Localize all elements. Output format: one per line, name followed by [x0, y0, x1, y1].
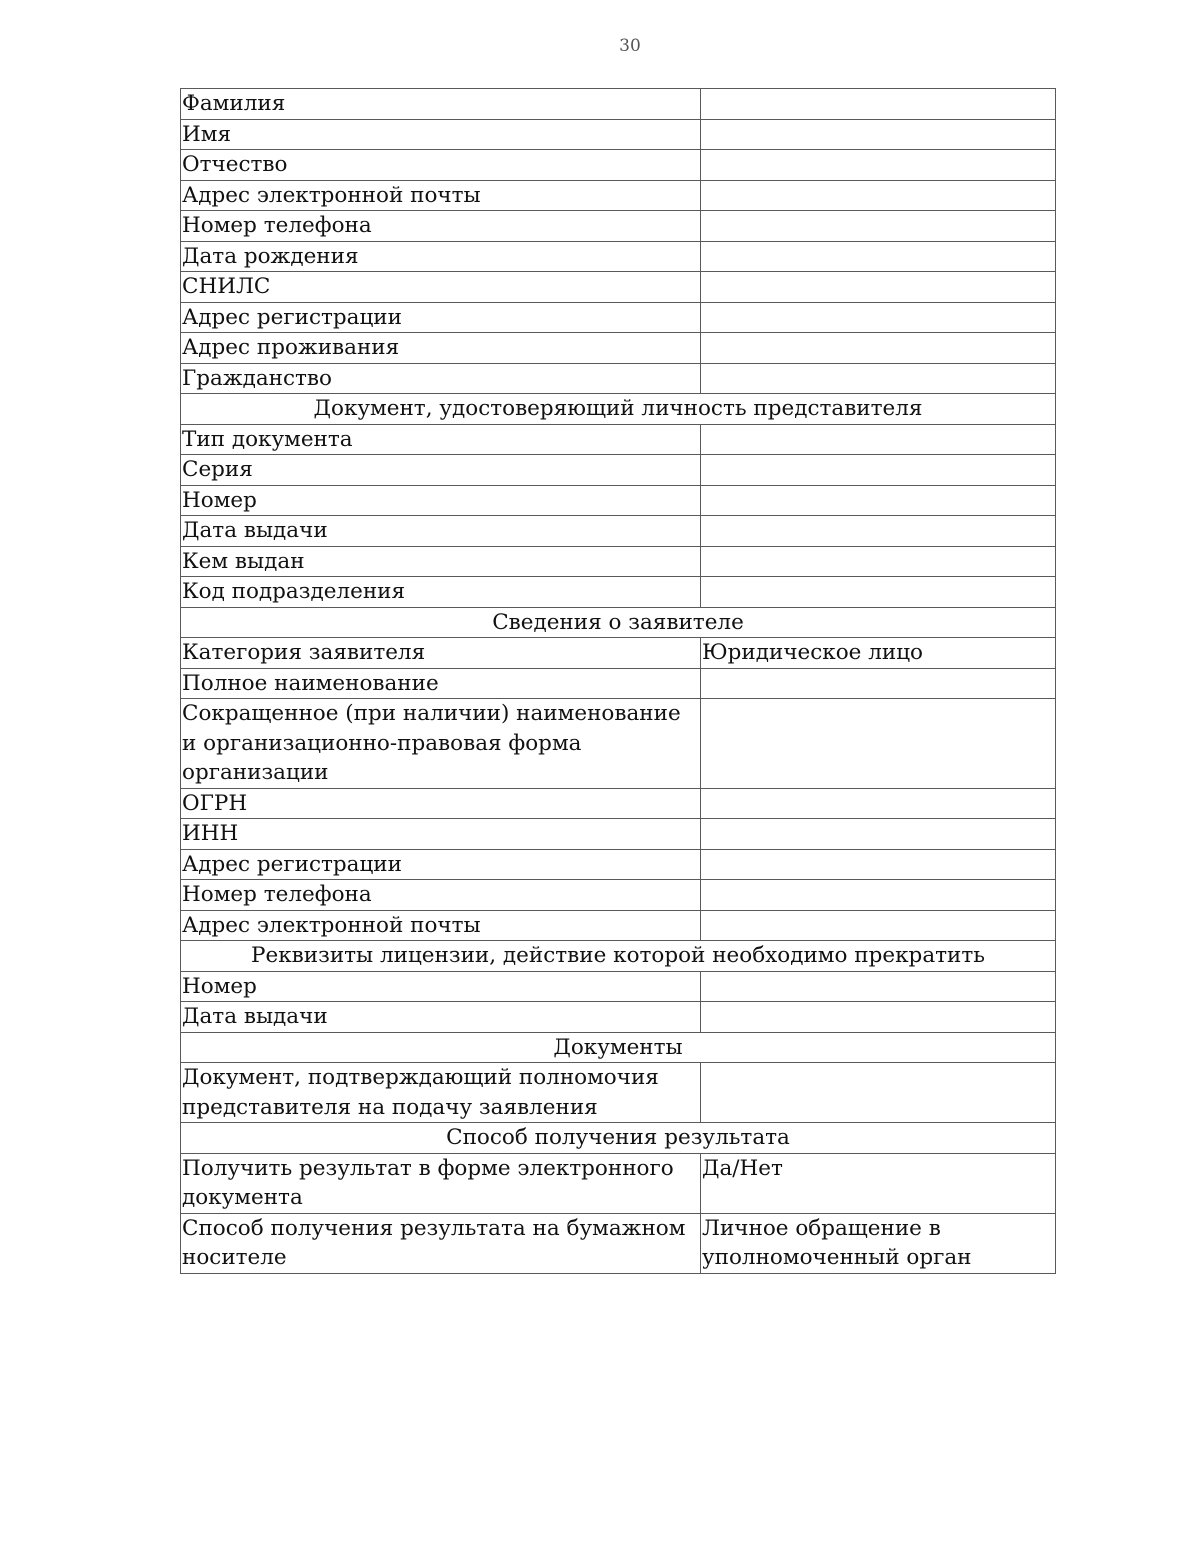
- field-label: ИНН: [181, 819, 701, 850]
- field-label: Документ, подтверждающий полномочия представителя на подачу заявления: [181, 1063, 701, 1123]
- form-row: [181, 455, 1056, 486]
- page-number: 30: [619, 36, 641, 56]
- field-label: СНИЛС: [181, 272, 701, 303]
- form-row: [181, 485, 1056, 516]
- form-table-body: [181, 89, 1056, 1274]
- field-label: Номер: [181, 485, 701, 516]
- form-row: [181, 1213, 1056, 1273]
- field-value[interactable]: [701, 577, 1056, 608]
- field-label: Сокращенное (при наличии) наименование и организационно-правовая форма организации: [181, 699, 701, 789]
- form-row: [181, 302, 1056, 333]
- field-label: Дата рождения: [181, 241, 701, 272]
- field-label: Адрес электронной почты: [181, 180, 701, 211]
- field-label: Получить результат в форме электронного документа: [181, 1153, 701, 1213]
- section-heading: Документы: [181, 1032, 1056, 1063]
- form-row: [181, 1002, 1056, 1033]
- field-value[interactable]: [701, 910, 1056, 941]
- field-label: Адрес проживания: [181, 333, 701, 364]
- form-row: [181, 333, 1056, 364]
- form-row: [181, 910, 1056, 941]
- form-row: [181, 1063, 1056, 1123]
- section-heading-row: [181, 394, 1056, 425]
- field-value[interactable]: [701, 485, 1056, 516]
- form-row: [181, 788, 1056, 819]
- form-row: [181, 699, 1056, 789]
- field-value[interactable]: [701, 89, 1056, 120]
- field-label: Имя: [181, 119, 701, 150]
- form-row: [181, 424, 1056, 455]
- field-value[interactable]: [701, 150, 1056, 181]
- form-row: [181, 150, 1056, 181]
- section-heading: Реквизиты лицензии, действие которой необходимо прекратить: [181, 941, 1056, 972]
- field-label: Способ получения результата на бумажном носителе: [181, 1213, 701, 1273]
- field-value[interactable]: Да/Нет: [701, 1153, 1056, 1213]
- field-label: Дата выдачи: [181, 1002, 701, 1033]
- field-value[interactable]: Личное обращение в уполномоченный орган: [701, 1213, 1056, 1273]
- field-label: Номер телефона: [181, 880, 701, 911]
- field-value[interactable]: [701, 119, 1056, 150]
- field-value[interactable]: [701, 788, 1056, 819]
- field-value[interactable]: [701, 668, 1056, 699]
- form-row: [181, 880, 1056, 911]
- section-heading-row: [181, 941, 1056, 972]
- field-value[interactable]: [701, 424, 1056, 455]
- field-value[interactable]: [701, 333, 1056, 364]
- field-label: Кем выдан: [181, 546, 701, 577]
- form-row: [181, 241, 1056, 272]
- field-label: Гражданство: [181, 363, 701, 394]
- field-label: Номер телефона: [181, 211, 701, 242]
- field-value[interactable]: [701, 849, 1056, 880]
- application-form-table: [180, 88, 1056, 1274]
- section-heading-row: [181, 1032, 1056, 1063]
- field-label: Полное наименование: [181, 668, 701, 699]
- field-label: Адрес электронной почты: [181, 910, 701, 941]
- field-label: Тип документа: [181, 424, 701, 455]
- form-row: [181, 1153, 1056, 1213]
- field-value[interactable]: [701, 272, 1056, 303]
- form-row: [181, 119, 1056, 150]
- field-label: Дата выдачи: [181, 516, 701, 547]
- field-value[interactable]: [701, 819, 1056, 850]
- section-heading: Документ, удостоверяющий личность представителя: [181, 394, 1056, 425]
- form-row: [181, 546, 1056, 577]
- field-value[interactable]: [701, 363, 1056, 394]
- field-label: ОГРН: [181, 788, 701, 819]
- field-value[interactable]: [701, 546, 1056, 577]
- field-value[interactable]: [701, 241, 1056, 272]
- field-value[interactable]: [701, 1063, 1056, 1123]
- field-value[interactable]: [701, 699, 1056, 789]
- field-value[interactable]: [701, 971, 1056, 1002]
- field-label: Номер: [181, 971, 701, 1002]
- field-label: Адрес регистрации: [181, 849, 701, 880]
- form-row: [181, 819, 1056, 850]
- form-row: [181, 180, 1056, 211]
- field-label: Категория заявителя: [181, 638, 701, 669]
- field-value[interactable]: Юридическое лицо: [701, 638, 1056, 669]
- form-row: [181, 849, 1056, 880]
- form-row: [181, 272, 1056, 303]
- form-row: [181, 363, 1056, 394]
- form-row: [181, 638, 1056, 669]
- form-row: [181, 211, 1056, 242]
- field-value[interactable]: [701, 455, 1056, 486]
- field-value[interactable]: [701, 211, 1056, 242]
- section-heading-row: [181, 607, 1056, 638]
- field-value[interactable]: [701, 302, 1056, 333]
- form-row: [181, 516, 1056, 547]
- field-value[interactable]: [701, 1002, 1056, 1033]
- field-value[interactable]: [701, 880, 1056, 911]
- form-row: [181, 577, 1056, 608]
- section-heading-row: [181, 1123, 1056, 1154]
- field-label: Серия: [181, 455, 701, 486]
- field-label: Адрес регистрации: [181, 302, 701, 333]
- form-row: [181, 668, 1056, 699]
- section-heading: Способ получения результата: [181, 1123, 1056, 1154]
- field-value[interactable]: [701, 516, 1056, 547]
- field-label: Фамилия: [181, 89, 701, 120]
- section-heading: Сведения о заявителе: [181, 607, 1056, 638]
- field-label: Отчество: [181, 150, 701, 181]
- field-value[interactable]: [701, 180, 1056, 211]
- form-row: [181, 89, 1056, 120]
- form-row: [181, 971, 1056, 1002]
- field-label: Код подразделения: [181, 577, 701, 608]
